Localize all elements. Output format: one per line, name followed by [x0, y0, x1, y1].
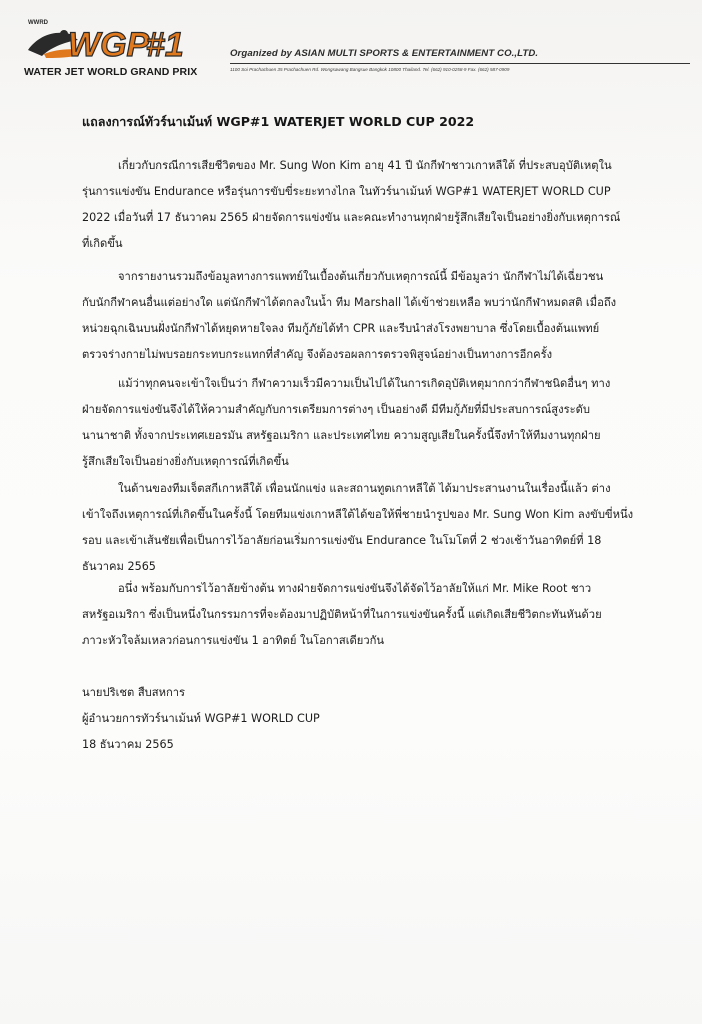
paragraph-line: เข้าใจถึงเหตุการณ์ที่เกิดขึ้นในครั้งนี้ โดยทีมแข่งเกาหลีใต้ได้ขอให้พี่ชายนำรูปของ Mr. Sung Won Kim ลงขับขี่หนึ่ง — [82, 508, 634, 521]
paragraph-3 — [82, 371, 630, 475]
paragraph-2 — [82, 264, 630, 368]
paragraph-line: รุ่นการแข่งขัน Endurance หรือรุ่นการขับขี่ระยะทางไกล ในทัวร์นาเม้นท์ WGP#1 WATERJET WORLD CUP — [82, 185, 611, 198]
organized-by-line: Organized by ASIAN MULTI SPORTS & ENTERTAINMENT CO.,LTD. — [230, 48, 539, 59]
paragraph-line: ที่เกิดขึ้น — [82, 237, 123, 250]
paragraph-line: หน่วยฉุกเฉินบนฝั่งนักกีฬาได้หยุดหายใจลง ทีมกู้ภัยได้ทำ CPR และรีบนำส่งโรงพยาบาล ซึ่งโดยเบื้องต้นแพทย์ — [82, 322, 600, 335]
paragraph-line: ภาวะหัวใจล้มเหลวก่อนการแข่งขัน 1 อาทิตย์ ในโอกาสเดียวกัน — [82, 634, 385, 647]
address-line: 1100 Soi Prachachuen 35 Prachachuen Rd. Wongsawang Bangsue Bangkok 10800 Thailand. Tel. (662) 910-0258-9 Fax. (662) 587-0909 — [230, 67, 510, 72]
paragraph-line: ตรวจร่างกายไม่พบรอยกระทบกระแทกที่สำคัญ จึงต้องรอผลการตรวจพิสูจน์อย่างเป็นทางการอีกครั้ง — [82, 348, 553, 361]
paragraph-line: นานาชาติ ทั้งจากประเทศเยอรมัน สหรัฐอเมริกา และประเทศไทย ความสูญเสียในครั้งนี้จึงทำให้ทีมงานทุกฝ่าย — [82, 429, 601, 442]
document-title: แถลงการณ์ทัวร์นาเม้นท์ WGP#1 WATERJET WORLD CUP 2022 — [82, 114, 475, 129]
paragraph-line: สหรัฐอเมริกา ซึ่งเป็นหนึ่งในกรรมการที่จะต้องมาปฏิบัติหน้าที่ในการแข่งขันครั้งนี้ แต่เกิดเสียชีวิตกะทันหันด้วย — [82, 608, 602, 621]
paragraph-line: รู้สึกเสียใจเป็นอย่างยิ่งกับเหตุการณ์ที่เกิดขึ้น — [82, 455, 289, 468]
logo-small-text: WWRD — [28, 20, 48, 26]
paragraph-line: ฝ่ายจัดการแข่งขันจึงได้ให้ความสำคัญกับการเตรียมการต่างๆ เป็นอย่างดี มีทีมกู้ภัยที่มีประสบการณ์สูงระดับ — [82, 403, 590, 416]
paragraph-line: เกี่ยวกับกรณีการเสียชีวิตของ Mr. Sung Won Kim อายุ 41 ปี นักกีฬาชาวเกาหลีใต้ ที่ประสบอุบัติเหตุใน — [118, 159, 612, 172]
paragraph-line: ในด้านของทีมเจ็ตสกีเกาหลีใต้ เพื่อนนักแข่ง และสถานทูตเกาหลีใต้ ได้มาประสานงานในเรื่องนี้แล้ว ต่าง — [118, 482, 611, 495]
paragraph-line: อนึ่ง พร้อมกับการไว้อาลัยข้างต้น ทางฝ่ายจัดการแข่งขันจึงได้จัดไว้อาลัยให้แก่ Mr. Mike Root ชาว — [118, 582, 592, 595]
signatory-name: นายปริเชต สืบสหการ — [82, 686, 186, 699]
svg-text:WGP: WGP — [68, 26, 150, 64]
letterhead — [22, 18, 682, 84]
paragraph-line: แม้ว่าทุกคนจะเข้าใจเป็นว่า กีฬาความเร็วมีความเป็นไปได้ในการเกิดอุบัติเหตุมากกว่ากีฬาชนิดอื่นๆ ทาง — [118, 377, 611, 390]
paragraph-line: ธันวาคม 2565 — [82, 560, 156, 573]
wgp-logo — [22, 18, 212, 84]
paragraph-1 — [82, 153, 630, 257]
paragraph-line: 2022 เมื่อวันที่ 17 ธันวาคม 2565 ฝ่ายจัดการแข่งขัน และคณะทำงานทุกฝ่ายรู้สึกเสียใจเป็นอย่างยิ่งกับเหตุการณ์ — [82, 211, 621, 224]
organizer-block — [230, 48, 690, 72]
paragraph-line: รอบ และเข้าเส้นชัยเพื่อเป็นการไว้อาลัยก่อนเริ่มการแข่งขัน Endurance ในโมโตที่ 2 ช่วงเช้าวันอาทิตย์ที่ 18 — [82, 534, 602, 547]
logo-tagline: WATER JET WORLD GRAND PRIX — [24, 66, 198, 78]
paragraph-4 — [82, 476, 634, 580]
paragraph-line: กับนักกีฬาคนอื่นแต่อย่างใด แต่นักกีฬาได้ตกลงในน้ำ ทีม Marshall ได้เข้าช่วยเหลือ พบว่านักกีฬาหมดสติ เมื่อถึง — [82, 296, 617, 309]
svg-text:#1: #1 — [146, 26, 184, 64]
signatory-position: ผู้อำนวยการทัวร์นาเม้นท์ WGP#1 WORLD CUP — [82, 712, 320, 725]
letterhead-rule — [230, 63, 690, 64]
signature-block — [82, 680, 320, 758]
signature-date: 18 ธันวาคม 2565 — [82, 738, 174, 751]
paragraph-line: จากรายงานรวมถึงข้อมูลทางการแพทย์ในเบื้องต้นเกี่ยวกับเหตุการณ์นี้ มีข้อมูลว่า นักกีฬาไม่ได้เฉี่ยวชน — [118, 270, 604, 283]
wgp-wordmark-graphic — [24, 20, 210, 64]
paragraph-5 — [82, 576, 630, 654]
